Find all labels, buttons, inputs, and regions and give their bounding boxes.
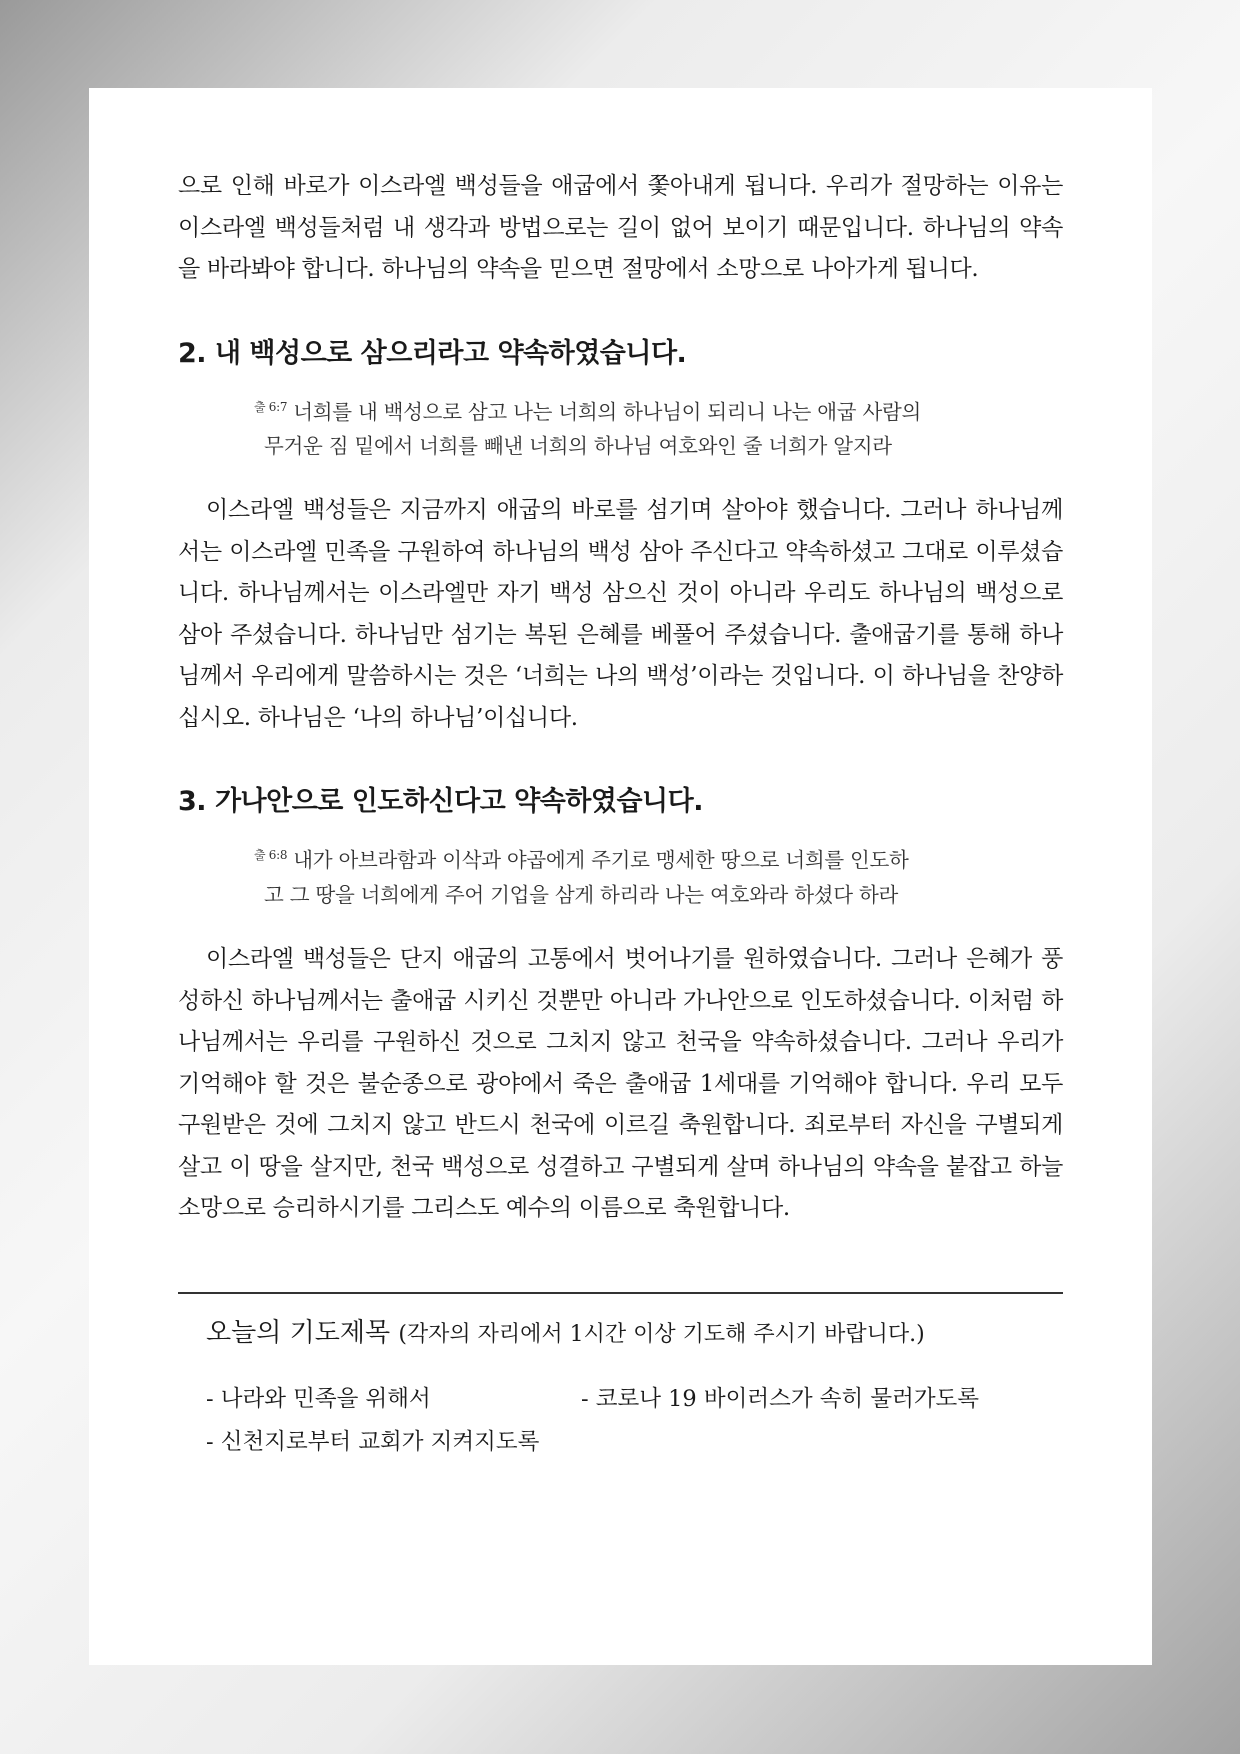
prayer-title-text: 오늘의 기도제목: [206, 1317, 391, 1348]
prayer-list: [206, 1379, 1063, 1463]
section-3-paragraph: 이스라엘 백성들은 단지 애굽의 고통에서 벗어나기를 원하였습니다. 그러나 은혜가 풍성하신 하나님께서는 출애굽 시키신 것뿐만 아니라 가나안으로 인도하셨습니다. 이처럼 하나님께서는 우리를 구원하신 것으로 그치지 않고 천국을 약속하셨습니다. 그러나 우리가 기억해야 할 것은 불순종으로 광야에서 죽은 출애굽 1세대를 기억해야 합니다. 우리 모두 구원받은 것에 그치지 않고 반드시 천국에 이르길 축원합니다. 죄로부터 자신을 구별되게 살고 이 땅을 살지만, 천국 백성으로 성결하고 구별되게 살며 하나님의 약속을 붙잡고 하늘 소망으로 승리하시기를 그리스도 예수의 이름으로 축원합니다.: [178, 946, 1063, 1222]
verse-line: 고 그 땅을 너희에게 주어 기업을 삼게 하리라 나는 여호와라 하셨다 하라: [264, 883, 898, 908]
prayer-item: - 신천지로부터 교회가 지켜지도록: [206, 1428, 540, 1455]
prayer-item: - 나라와 민족을 위해서: [206, 1385, 431, 1412]
verse-reference: 출 6:7: [254, 399, 288, 414]
document-page: [89, 88, 1152, 1665]
verse-line: 무거운 짐 밑에서 너희를 빼낸 너희의 하나님 여호와인 줄 너희가 알지라: [264, 434, 892, 459]
section-3-heading: 3. 가나안으로 인도하신다고 약속하였습니다.: [178, 786, 703, 818]
section-2-verse: [178, 390, 1063, 465]
verse-line: 내가 아브라함과 이삭과 야곱에게 주기로 맹세한 땅으로 너희를 인도하: [293, 848, 909, 873]
divider: [178, 1292, 1063, 1294]
section-2-heading: 2. 내 백성으로 삼으리라고 약속하였습니다.: [178, 337, 687, 369]
prayer-item: - 코로나 19 바이러스가 속히 물러가도록: [581, 1385, 980, 1412]
verse-reference: 출 6:8: [254, 848, 288, 863]
prayer-section: [178, 1312, 1063, 1463]
verse-line: 너희를 내 백성으로 삼고 나는 너희의 하나님이 되리니 나는 애굽 사람의: [293, 399, 921, 424]
intro-paragraph: 으로 인해 바로가 이스라엘 백성들을 애굽에서 쫓아내게 됩니다. 우리가 절망하는 이유는 이스라엘 백성들처럼 내 생각과 방법으로는 길이 없어 보이기 때문입니다. 하나님의 약속을 바라봐야 합니다. 하나님의 약속을 믿으면 절망에서 소망으로 나아가게 됩니다.: [178, 173, 1063, 282]
section-3-verse: [178, 838, 1063, 913]
prayer-title: [206, 1312, 1063, 1349]
section-2-paragraph: 이스라엘 백성들은 지금까지 애굽의 바로를 섬기며 살아야 했습니다. 그러나 하나님께서는 이스라엘 민족을 구원하여 하나님의 백성 삼아 주신다고 약속하셨고 그대로 이루셨습니다. 하나님께서는 이스라엘만 자기 백성 삼으신 것이 아니라 우리도 하나님의 백성으로 삼아 주셨습니다. 하나님만 섬기는 복된 은혜를 베풀어 주셨습니다. 출애굽기를 통해 하나님께서 우리에게 말씀하시는 것은 ‘너희는 나의 백성’이라는 것입니다. 이 하나님을 찬양하십시오. 하나님은 ‘나의 하나님’이십니다.: [178, 497, 1063, 731]
prayer-subtitle: (각자의 자리에서 1시간 이상 기도해 주시기 바랍니다.): [398, 1321, 925, 1347]
